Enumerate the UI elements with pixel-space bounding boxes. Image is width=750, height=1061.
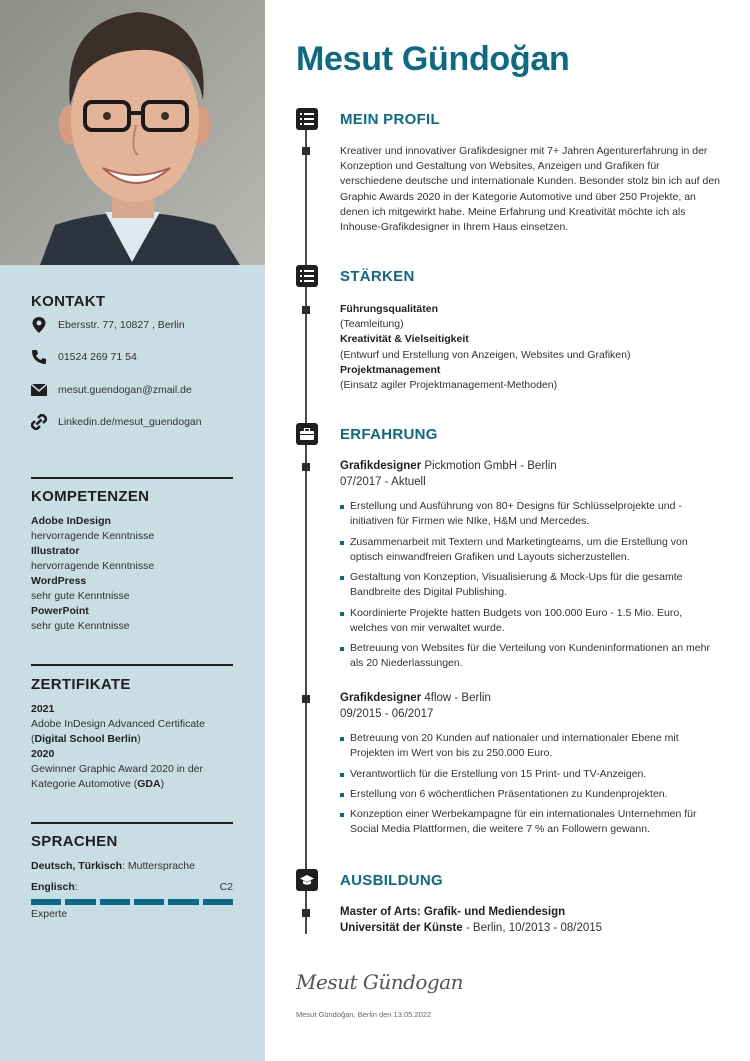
list-item: Konzeption einer Werbekampagne für ein internationales Unternehmen für Social Media Plattformen, die weitere 7 % an Followern gewann.	[340, 807, 720, 837]
contact-section	[31, 293, 241, 428]
contact-phone-text[interactable]: 01524 269 71 54	[58, 351, 137, 363]
university-details: - Berlin, 10/2013 - 08/2015	[462, 921, 603, 934]
level-segment	[168, 899, 198, 905]
degree: Master of Arts	[340, 906, 417, 918]
list-item: Betreuung von 20 Kunden auf nationaler und internationaler Ebene mit Projekten im Wert von bis zu 250.000 Euro.	[340, 731, 720, 761]
skills-section	[31, 488, 241, 634]
certificates-heading: ZERTIFIKATE	[31, 676, 131, 693]
level-segment	[100, 899, 130, 905]
list-item: Gestaltung von Konzeption, Visualisierung & Mock-Ups für die gesamte Bandbreite des Digital Publishing.	[340, 570, 720, 600]
certificates-list	[31, 702, 241, 792]
contact-address	[31, 317, 185, 333]
certificate-text: Adobe InDesign Advanced Certificate (Digital School Berlin)	[31, 718, 205, 745]
skill-level: hervorragende Kenntnisse	[31, 560, 155, 572]
level-segment	[65, 899, 95, 905]
signature: Mesut Gündogan	[296, 970, 464, 994]
skill-name: WordPress	[31, 575, 87, 587]
job-role: Grafikdesigner	[340, 692, 422, 704]
job-company: 4flow - Berlin	[421, 692, 491, 704]
list-item: Zusammenarbeit mit Textern und Marketingteams, um die Erstellung von optisch einwandfreien Grafiken und Layouts sicherzustellen.	[340, 535, 720, 565]
map-pin-icon	[31, 317, 47, 333]
skill-level: hervorragende Kenntnisse	[31, 530, 155, 542]
skill-name: PowerPoint	[31, 605, 89, 617]
timeline-tick	[302, 306, 310, 314]
timeline-tick	[302, 463, 310, 471]
university: Universität der Künste	[340, 921, 463, 934]
job-2	[340, 691, 720, 843]
divider	[31, 664, 233, 666]
timeline-line	[305, 118, 307, 934]
envelope-icon	[31, 382, 47, 398]
job-bullets	[340, 731, 720, 838]
profile-photo	[0, 0, 265, 265]
strength-title: Führungsqualitäten	[340, 303, 438, 315]
list-item: Erstellung und Ausführung von 80+ Designs für Schlüsselprojekte und -initiativen für Firmen wie NIke, H&M und Mercedes.	[340, 499, 720, 529]
list-item: Betreuung von Websites für die Verteilung von Kundeninformationen an mehr als 20 Niederlassungen.	[340, 641, 720, 671]
level-segment	[134, 899, 164, 905]
contact-linkedin	[31, 414, 202, 430]
signature-caption: Mesut Gündoğan, Berlin den 13.05.2022	[296, 1010, 432, 1019]
contact-phone	[31, 349, 137, 365]
skill-level: sehr gute Kenntnisse	[31, 620, 130, 632]
list-item: Verantwortlich für die Erstellung von 15 Print- und TV-Anzeigen.	[340, 767, 720, 782]
strength-detail: (Einsatz agiler Projektmanagement-Methoden)	[340, 379, 558, 392]
skills-list	[31, 514, 241, 634]
strength-detail: (Teamleitung)	[340, 318, 404, 331]
list-icon	[296, 108, 318, 130]
english-label: Englisch	[31, 881, 75, 893]
experience-heading: ERFAHRUNG	[340, 426, 438, 443]
job-company: Pickmotion GmbH - Berlin	[421, 460, 557, 472]
contact-email	[31, 382, 192, 398]
education-heading: AUSBILDUNG	[340, 872, 443, 889]
strengths-heading: STÄRKEN	[340, 268, 415, 285]
languages-section	[31, 833, 233, 922]
strength-title: Projektmanagement	[340, 363, 441, 376]
profile-heading: MEIN PROFIL	[340, 111, 440, 128]
level-segment	[203, 899, 233, 905]
profile-text: Kreativer und innovativer Grafikdesigner mit 7+ Jahren Agenturerfahrung in der Konzeption und Gestaltung von Websites, Anzeigen und Grafiken für verschiedene deutsche und internationale Kunden. Besonder stolz bin ich auf den Graphic Awards 2020 in der Kategorie Automotive und über 250 Projekte, an denen ich mitgewirkt habe. Meine Erfahrung und Kreativität möchte ich als Inhouse-Grafikdesigner in Ihrem Haus einsetzen.	[340, 145, 721, 234]
certificate-year: 2020	[31, 748, 55, 760]
native-languages: Deutsch, Türkisch: Muttersprache	[31, 860, 195, 872]
sidebar	[0, 0, 265, 1061]
education-entry	[340, 905, 720, 936]
list-item: Koordinierte Projekte hatten Budgets von 100.000 Euro - 1.5 Mio. Euro, welches von mir verwaltet wurde.	[340, 606, 720, 636]
english-level-text: Experte	[31, 908, 68, 920]
list-item: Erstellung von 6 wöchentlichen Präsentationen zu Kundenprojekten.	[340, 787, 720, 802]
contact-address-text: Ebersstr. 77, 10827 , Berlin	[58, 319, 185, 331]
job-dates: 07/2017 - Aktuell	[340, 475, 426, 488]
job-bullets	[340, 499, 720, 671]
skill-name: Illustrator	[31, 545, 80, 557]
skill-level: sehr gute Kenntnisse	[31, 590, 130, 602]
job-1	[340, 459, 720, 677]
strength-detail: (Entwurf und Erstellung von Anzeigen, Websites und Grafiken)	[340, 348, 631, 361]
certificate-year: 2021	[31, 703, 55, 715]
page-title: Mesut Gündoğan	[296, 40, 570, 78]
certificates-section	[31, 676, 241, 792]
link-icon	[31, 414, 47, 430]
english-level: C2	[219, 881, 233, 893]
english-level-bar	[31, 899, 233, 905]
strength-title: Kreativität & Vielseitigkeit	[340, 333, 469, 346]
timeline-tick	[302, 147, 310, 155]
contact-heading: KONTAKT	[31, 293, 106, 310]
strengths-list	[340, 302, 720, 393]
job-role: Grafikdesigner	[340, 460, 422, 472]
briefcase-icon	[296, 423, 318, 445]
degree-field: : Grafik- und Mediendesign	[416, 906, 566, 918]
english-row: Englisch: C2	[31, 881, 233, 893]
main-content	[265, 0, 750, 1061]
contact-email-text[interactable]: mesut.guendogan@zmail.de	[58, 384, 192, 396]
certificate-text: Gewinner Graphic Award 2020 in der Kategorie Automotive (GDA)	[31, 763, 203, 790]
job-dates: 09/2015 - 06/2017	[340, 707, 434, 720]
divider	[31, 822, 233, 824]
timeline-tick	[302, 695, 310, 703]
languages-heading: SPRACHEN	[31, 833, 118, 850]
timeline-tick	[302, 909, 310, 917]
divider	[31, 477, 233, 479]
phone-icon	[31, 349, 47, 365]
skills-heading: KOMPETENZEN	[31, 488, 150, 505]
list-icon	[296, 265, 318, 287]
level-segment	[31, 899, 61, 905]
contact-linkedin-text[interactable]: Linkedin.de/mesut_guendogan	[58, 416, 202, 428]
graduation-cap-icon	[296, 869, 318, 891]
skill-name: Adobe InDesign	[31, 515, 111, 527]
